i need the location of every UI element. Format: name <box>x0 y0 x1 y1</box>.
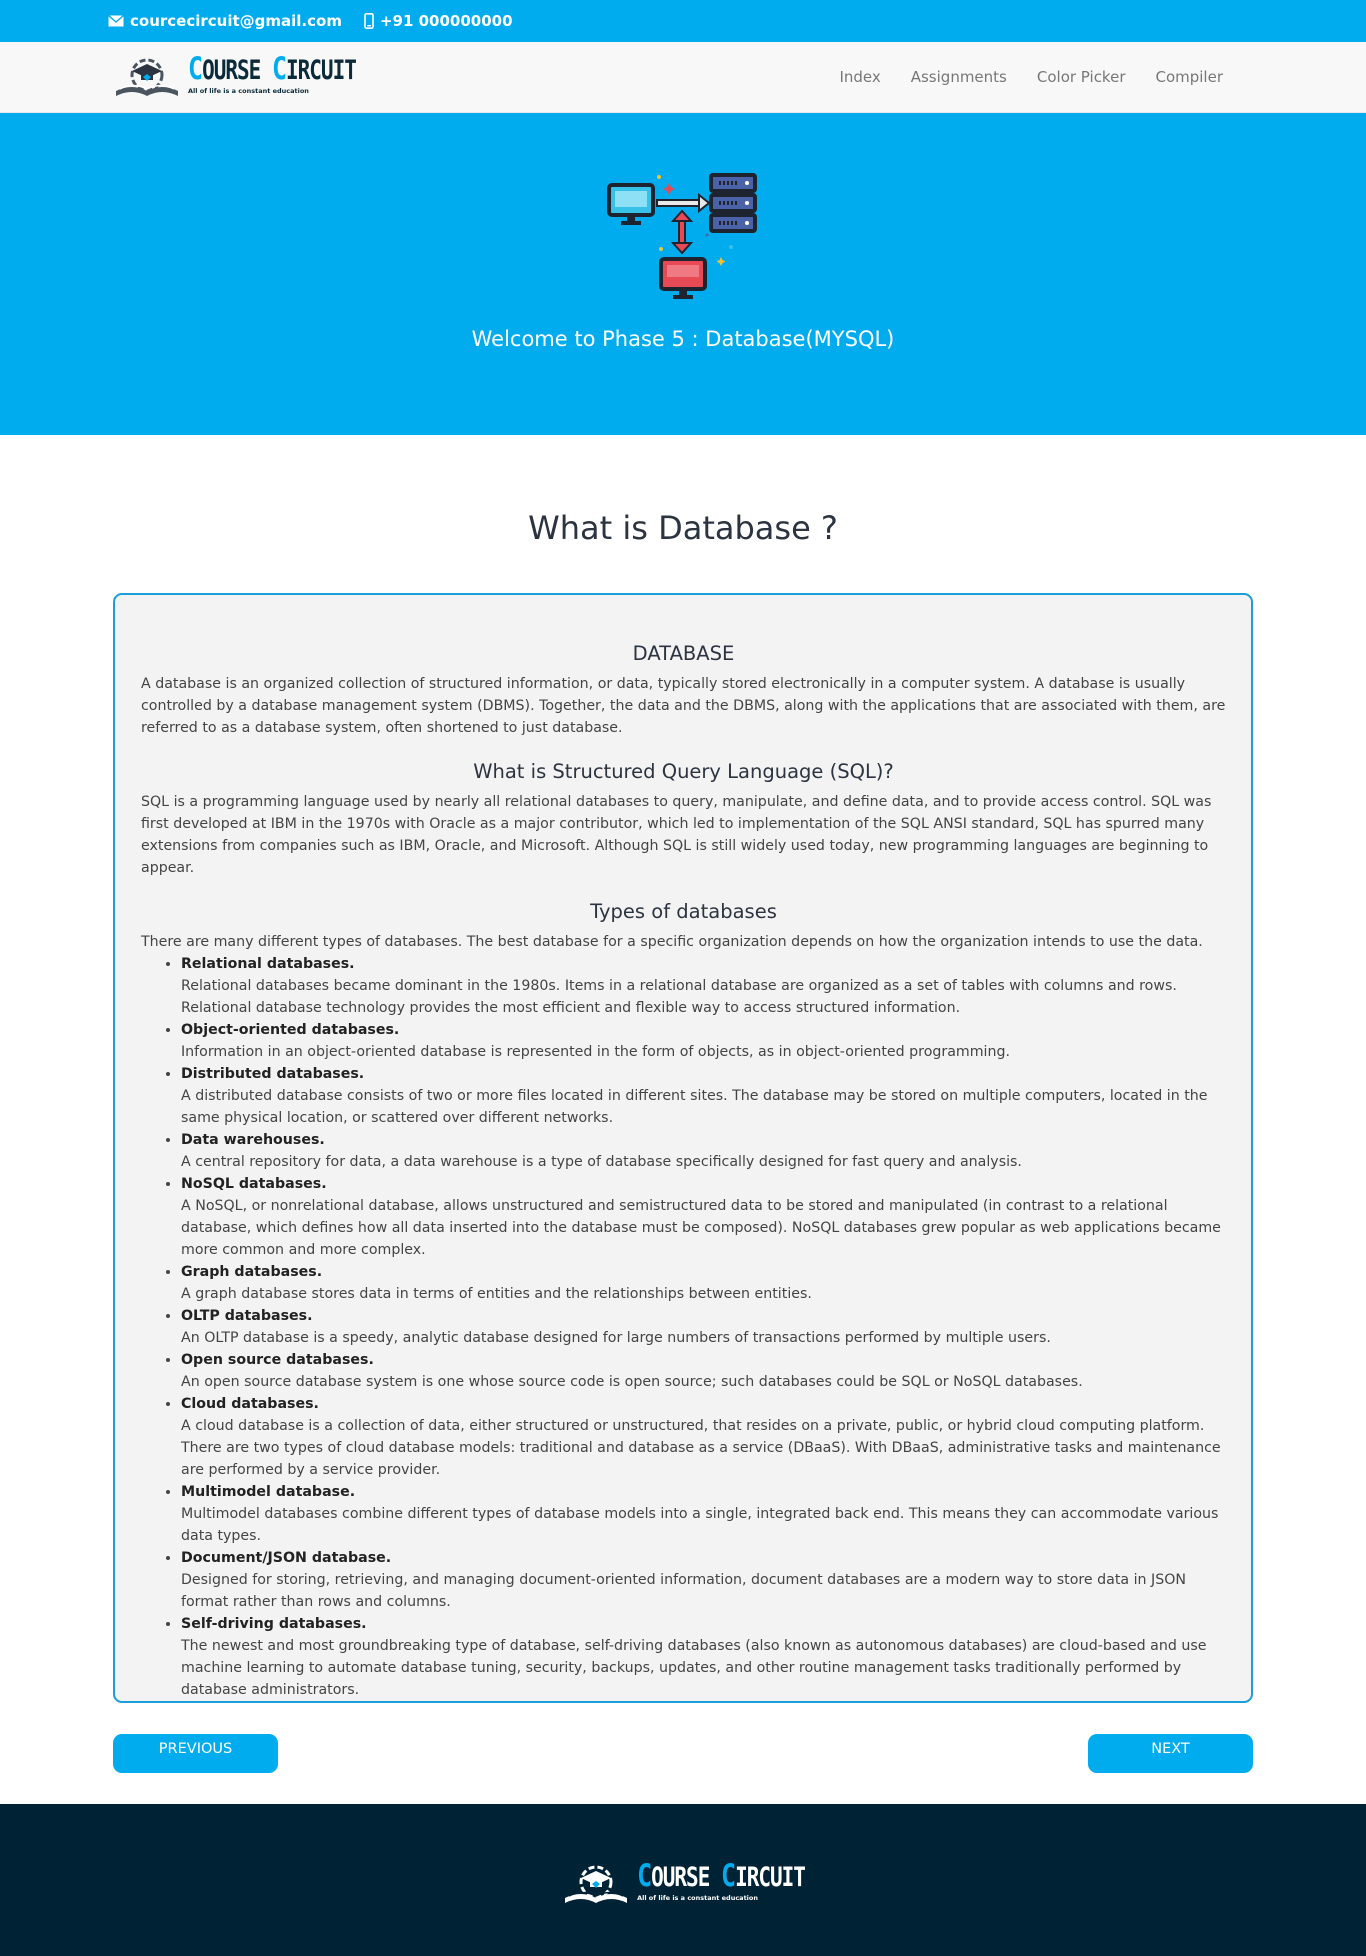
list-item-desc: A central repository for data, a data warehouse is a type of database specifically designed for fast query and analysis. <box>181 1154 1022 1170</box>
list-item-desc: A distributed database consists of two or more files located in different sites. The database may be stored on multiple computers, located in the same physical location, or scattered over different networks. <box>181 1088 1208 1126</box>
hero-banner <box>0 113 1366 435</box>
brand-tagline: All of life is a constant education <box>188 87 309 96</box>
list-item <box>181 1481 1226 1547</box>
main-nav <box>839 68 1223 86</box>
footer <box>0 1804 1366 1956</box>
navbar <box>0 42 1366 113</box>
database-text: A database is an organized collection of structured information, or data, typically stored electronically in a computer system. A database is usually controlled by a database management system (DBMS). Together, the data and the DBMS, along with the applications that are associated with them, are referred to as a database system, often shortened to just database. <box>141 676 1226 736</box>
envelope-icon <box>108 15 124 27</box>
list-item <box>181 1547 1226 1613</box>
contact-bar <box>0 0 1366 42</box>
footer-brand-name: COURSE CIRCUIT <box>637 1857 805 1894</box>
list-item-title: Document/JSON database. <box>181 1550 392 1566</box>
list-item <box>181 1349 1226 1393</box>
sql-text: SQL is a programming language used by nearly all relational databases to query, manipulate, and define data, and to provide access control. SQL was first developed at IBM in the 1970s with Oracle as a major contributor, which led to implementation of the SQL ANSI standard, SQL has spurred many extensions from companies such as IBM, Oracle, and Microsoft. Although SQL is still widely used today, new programming languages are beginning to appear. <box>141 794 1212 876</box>
list-item-title: OLTP databases. <box>181 1308 313 1324</box>
mobile-phone-icon <box>364 13 374 29</box>
content-card <box>113 593 1253 1703</box>
footer-brand-tagline: All of life is a constant education <box>637 1894 758 1903</box>
brand-wordmark <box>188 50 356 96</box>
list-item-desc: The newest and most groundbreaking type of database, self-driving databases (also known as autonomous databases) are cloud-based and use machine learning to automate database tuning, security, backups, updates, and other routine management tasks traditionally performed by database administrators. <box>181 1638 1207 1698</box>
footer-brand-wordmark <box>637 1857 805 1903</box>
list-item-title: Multimodel database. <box>181 1484 356 1500</box>
brand-name: COURSE CIRCUIT <box>188 50 356 87</box>
list-item <box>181 1393 1226 1481</box>
list-item <box>181 953 1226 1019</box>
types-section <box>141 899 1226 1701</box>
next-button[interactable]: NEXT <box>1088 1734 1253 1773</box>
list-item-desc: A cloud database is a collection of data, either structured or unstructured, that resides on a private, public, or hybrid cloud computing platform. There are two types of cloud database models: traditional and database as a service (DBaaS). With DBaaS, administrative tasks and maintenance are performed by a service provider. <box>181 1418 1221 1478</box>
list-item-desc: A NoSQL, or nonrelational database, allows unstructured and semistructured data to be stored and manipulated (in contrast to a relational database, which defines how all data inserted into the database must be composed). NoSQL databases grew popular as web applications became more common and more complex. <box>181 1198 1221 1258</box>
list-item-title: Object-oriented databases. <box>181 1022 400 1038</box>
email-contact[interactable] <box>108 12 342 30</box>
list-item-title: Self-driving databases. <box>181 1616 367 1632</box>
list-item <box>181 1613 1226 1701</box>
list-item-title: NoSQL databases. <box>181 1176 327 1192</box>
types-list <box>181 953 1226 1701</box>
list-item-desc: Multimodel databases combine different types of database models into a single, integrated back end. This means they can accommodate various data types. <box>181 1506 1219 1544</box>
graduation-book-icon <box>561 1862 631 1906</box>
list-item-desc: Information in an object-oriented database is represented in the form of objects, as in object-oriented programming. <box>181 1044 1011 1060</box>
list-item <box>181 1305 1226 1349</box>
list-item-desc: Designed for storing, retrieving, and managing document-oriented information, document databases are a modern way to store data in JSON format rather than rows and columns. <box>181 1572 1187 1610</box>
types-intro: There are many different types of databases. The best database for a specific organization depends on how the organization intends to use the data. <box>141 934 1203 950</box>
list-item-title: Distributed databases. <box>181 1066 365 1082</box>
list-item-desc: Relational databases became dominant in the 1980s. Items in a relational database are organized as a set of tables with columns and rows. Relational database technology provides the most efficient and flexible way to access structured information. <box>181 978 1177 1016</box>
list-item-title: Relational databases. <box>181 956 355 972</box>
previous-button[interactable]: PREVIOUS <box>113 1734 278 1773</box>
list-item-title: Graph databases. <box>181 1264 323 1280</box>
nav-link-index[interactable]: Index <box>839 68 881 86</box>
list-item <box>181 1261 1226 1305</box>
list-item-title: Cloud databases. <box>181 1396 319 1412</box>
list-item <box>181 1129 1226 1173</box>
database-heading: DATABASE <box>632 642 735 665</box>
phone-text: +91 000000000 <box>379 12 513 30</box>
nav-link-assignments[interactable]: Assignments <box>910 68 1007 86</box>
hero-title: Welcome to Phase 5 : Database(MYSQL) <box>471 327 895 351</box>
phone-contact[interactable] <box>364 12 513 30</box>
footer-brand-logo[interactable] <box>561 1857 805 1906</box>
database-section <box>141 641 1226 739</box>
list-item <box>181 1063 1226 1129</box>
sql-heading: What is Structured Query Language (SQL)? <box>473 760 894 783</box>
list-item <box>181 1173 1226 1261</box>
list-item-desc: A graph database stores data in terms of entities and the relationships between entities. <box>181 1286 812 1302</box>
nav-link-color-picker[interactable]: Color Picker <box>1036 68 1126 86</box>
computer-database-network-icon <box>607 173 759 305</box>
graduation-book-icon <box>112 55 182 99</box>
list-item <box>181 1019 1226 1063</box>
list-item-desc: An OLTP database is a speedy, analytic database designed for large numbers of transactions performed by multiple users. <box>181 1330 1051 1346</box>
sql-section <box>141 759 1226 879</box>
page-title: What is Database ? <box>528 509 838 547</box>
list-item-title: Data warehouses. <box>181 1132 325 1148</box>
types-heading: Types of databases <box>590 900 777 923</box>
brand-logo[interactable] <box>112 50 356 99</box>
list-item-title: Open source databases. <box>181 1352 374 1368</box>
nav-link-compiler[interactable]: Compiler <box>1155 68 1223 86</box>
list-item-desc: An open source database system is one whose source code is open source; such databases could be SQL or NoSQL databases. <box>181 1374 1083 1390</box>
email-text: courcecircuit@gmail.com <box>130 12 342 30</box>
